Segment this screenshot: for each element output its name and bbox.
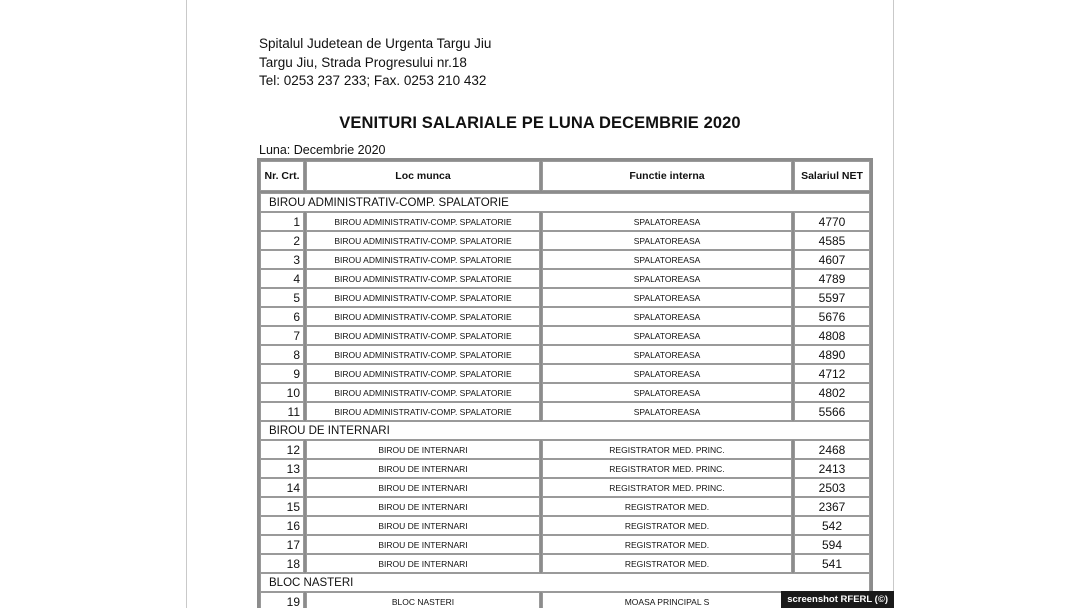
table-row	[260, 269, 870, 288]
cell-loc-munca: BIROU DE INTERNARI	[306, 440, 540, 459]
table-row	[260, 554, 870, 573]
table-row	[260, 307, 870, 326]
cell-nr: 7	[260, 326, 304, 345]
cell-loc-munca: BIROU ADMINISTRATIV-COMP. SPALATORIE	[306, 402, 540, 421]
cell-nr: 15	[260, 497, 304, 516]
table-row	[260, 516, 870, 535]
cell-nr: 8	[260, 345, 304, 364]
cell-loc-munca: BIROU ADMINISTRATIV-COMP. SPALATORIE	[306, 288, 540, 307]
cell-salariu: 4712	[794, 364, 870, 383]
section-header-row: BLOC NASTERI	[260, 573, 870, 592]
table-header-row	[260, 161, 870, 191]
hospital-contact: Tel: 0253 237 233; Fax. 0253 210 432	[259, 73, 487, 88]
cell-loc-munca: BIROU DE INTERNARI	[306, 497, 540, 516]
cell-functie: SPALATOREASA	[542, 269, 792, 288]
cell-salariu: 4890	[794, 345, 870, 364]
salary-table-body	[260, 161, 870, 608]
section-header-row: BIROU DE INTERNARI	[260, 421, 870, 440]
table-row	[260, 535, 870, 554]
table-row	[260, 364, 870, 383]
table-row	[260, 478, 870, 497]
cell-functie: SPALATOREASA	[542, 402, 792, 421]
cell-loc-munca: BIROU ADMINISTRATIV-COMP. SPALATORIE	[306, 307, 540, 326]
cell-salariu: 4585	[794, 231, 870, 250]
hospital-name: Spitalul Judetean de Urgenta Targu Jiu	[259, 36, 492, 51]
table-row	[260, 250, 870, 269]
cell-functie: SPALATOREASA	[542, 326, 792, 345]
cell-loc-munca: BIROU ADMINISTRATIV-COMP. SPALATORIE	[306, 345, 540, 364]
cell-salariu: 2413	[794, 459, 870, 478]
cell-loc-munca: BIROU ADMINISTRATIV-COMP. SPALATORIE	[306, 269, 540, 288]
cell-functie: MOASA PRINCIPAL S	[542, 592, 792, 608]
cell-nr: 10	[260, 383, 304, 402]
table-row	[260, 440, 870, 459]
table-row	[260, 497, 870, 516]
hospital-header	[259, 35, 491, 91]
cell-functie: REGISTRATOR MED.	[542, 535, 792, 554]
cell-salariu: 5676	[794, 307, 870, 326]
cell-loc-munca: BIROU DE INTERNARI	[306, 459, 540, 478]
cell-salariu: 5597	[794, 288, 870, 307]
cell-salariu: 2503	[794, 478, 870, 497]
cell-loc-munca: BIROU ADMINISTRATIV-COMP. SPALATORIE	[306, 383, 540, 402]
cell-loc-munca: BIROU ADMINISTRATIV-COMP. SPALATORIE	[306, 326, 540, 345]
cell-functie: SPALATOREASA	[542, 288, 792, 307]
cell-functie: REGISTRATOR MED.	[542, 554, 792, 573]
cell-nr: 3	[260, 250, 304, 269]
cell-nr: 13	[260, 459, 304, 478]
page-right-edge	[893, 0, 894, 608]
cell-nr: 5	[260, 288, 304, 307]
table-row	[260, 383, 870, 402]
cell-functie: REGISTRATOR MED.	[542, 497, 792, 516]
cell-loc-munca: BIROU ADMINISTRATIV-COMP. SPALATORIE	[306, 231, 540, 250]
cell-loc-munca: BLOC NASTERI	[306, 592, 540, 608]
cell-loc-munca: BIROU DE INTERNARI	[306, 554, 540, 573]
table-row	[260, 231, 870, 250]
cell-functie: REGISTRATOR MED. PRINC.	[542, 440, 792, 459]
document-page	[187, 0, 893, 608]
cell-loc-munca: BIROU DE INTERNARI	[306, 478, 540, 497]
salary-table	[257, 158, 873, 608]
cell-functie: SPALATOREASA	[542, 364, 792, 383]
column-header-loc-munca: Loc munca	[306, 161, 540, 191]
table-row	[260, 592, 870, 608]
cell-functie: REGISTRATOR MED. PRINC.	[542, 478, 792, 497]
cell-nr: 14	[260, 478, 304, 497]
column-header-nr: Nr. Crt.	[260, 161, 304, 191]
cell-functie: REGISTRATOR MED. PRINC.	[542, 459, 792, 478]
table-row	[260, 212, 870, 231]
watermark: screenshot RFERL (©)	[781, 591, 894, 608]
cell-salariu: 5566	[794, 402, 870, 421]
cell-functie: REGISTRATOR MED.	[542, 516, 792, 535]
cell-nr: 12	[260, 440, 304, 459]
cell-loc-munca: BIROU DE INTERNARI	[306, 516, 540, 535]
document-title: VENITURI SALARIALE PE LUNA DECEMBRIE 2020	[339, 114, 741, 132]
table-row	[260, 288, 870, 307]
cell-nr: 16	[260, 516, 304, 535]
column-header-salariu: Salariul NET	[794, 161, 870, 191]
cell-nr: 11	[260, 402, 304, 421]
cell-functie: SPALATOREASA	[542, 231, 792, 250]
cell-nr: 17	[260, 535, 304, 554]
cell-salariu: 4802	[794, 383, 870, 402]
table-row	[260, 402, 870, 421]
cell-salariu: 4770	[794, 212, 870, 231]
month-label: Luna: Decembrie 2020	[259, 143, 386, 157]
hospital-address: Targu Jiu, Strada Progresului nr.18	[259, 54, 467, 70]
cell-loc-munca: BIROU ADMINISTRATIV-COMP. SPALATORIE	[306, 212, 540, 231]
cell-salariu: 4607	[794, 250, 870, 269]
cell-functie: SPALATOREASA	[542, 383, 792, 402]
table-row	[260, 459, 870, 478]
cell-salariu: 2367	[794, 497, 870, 516]
cell-functie: SPALATOREASA	[542, 307, 792, 326]
cell-salariu: 2468	[794, 440, 870, 459]
cell-functie: SPALATOREASA	[542, 345, 792, 364]
cell-nr: 1	[260, 212, 304, 231]
cell-nr: 2	[260, 231, 304, 250]
cell-nr: 19	[260, 592, 304, 608]
cell-nr: 4	[260, 269, 304, 288]
cell-salariu: 4808	[794, 326, 870, 345]
cell-loc-munca: BIROU ADMINISTRATIV-COMP. SPALATORIE	[306, 364, 540, 383]
cell-nr: 18	[260, 554, 304, 573]
table-row	[260, 326, 870, 345]
column-header-functie: Functie interna	[542, 161, 792, 191]
cell-nr: 6	[260, 307, 304, 326]
cell-salariu: 594	[794, 535, 870, 554]
cell-salariu: 542	[794, 516, 870, 535]
cell-functie: SPALATOREASA	[542, 212, 792, 231]
cell-functie: SPALATOREASA	[542, 250, 792, 269]
cell-nr: 9	[260, 364, 304, 383]
section-header-row: BIROU ADMINISTRATIV-COMP. SPALATORIE	[260, 193, 870, 212]
cell-salariu: 4789	[794, 269, 870, 288]
cell-loc-munca: BIROU DE INTERNARI	[306, 535, 540, 554]
cell-loc-munca: BIROU ADMINISTRATIV-COMP. SPALATORIE	[306, 250, 540, 269]
table-row	[260, 345, 870, 364]
cell-salariu: 541	[794, 554, 870, 573]
